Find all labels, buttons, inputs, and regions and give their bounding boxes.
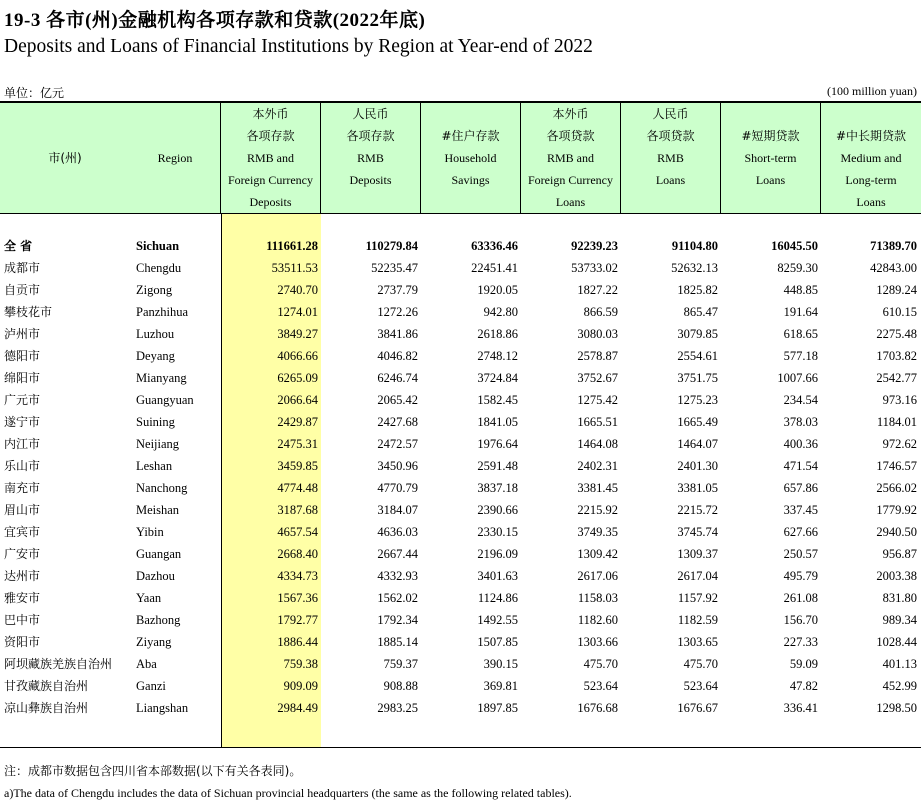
cell-value: 191.64 [783,305,818,319]
table-row [0,697,921,719]
cell-value: 1779.92 [876,503,917,517]
cell-value: 8259.30 [777,261,818,275]
header-col2-line: 人民币 [352,107,389,121]
cell-value: 1827.22 [577,283,618,297]
cell-region-en: Panzhihua [136,305,189,319]
cell-city-cn: 绵阳市 [4,371,41,385]
cell-value: 1303.65 [677,635,718,649]
cell-value: 1746.57 [876,459,917,473]
cell-region-en: Luzhou [136,327,175,341]
cell-value: 2427.68 [377,415,418,429]
cell-city-cn: 南充市 [4,481,41,495]
table-row [0,521,921,543]
cell-value: 3724.84 [477,371,518,385]
table-row [0,367,921,389]
cell-value: 1464.08 [577,437,618,451]
cell-value: 475.70 [583,657,618,671]
table-row [0,301,921,323]
cell-value: 1792.34 [377,613,418,627]
cell-value: 1289.24 [876,283,917,297]
cell-value: 2578.87 [577,349,618,363]
cell-value: 3187.68 [277,503,318,517]
header-city-label: 市(州) [48,151,82,165]
cell-value: 2566.02 [876,481,917,495]
cell-region-en: Liangshan [136,701,189,715]
cell-value: 1182.59 [677,613,718,627]
header-col7-line: Medium and [840,151,902,165]
cell-value: 865.47 [683,305,718,319]
table-row [0,389,921,411]
header-col1-line: 各项存款 [246,129,295,143]
cell-value: 2215.72 [677,503,718,517]
cell-value: 523.64 [683,679,718,693]
cell-value: 261.08 [783,591,818,605]
cell-value: 3849.27 [277,327,318,341]
cell-value: 2275.48 [876,327,917,341]
header-col1-line: RMB and [246,151,294,165]
cell-value: 1886.44 [277,635,318,649]
cell-value: 2402.31 [577,459,618,473]
cell-value: 2617.06 [577,569,618,583]
cell-value: 1841.05 [477,415,518,429]
cell-value: 4332.93 [377,569,418,583]
header-col-3 [421,103,520,213]
cell-value: 1007.66 [777,371,818,385]
cell-city-cn: 乐山市 [4,459,41,473]
table-row [0,609,921,631]
cell-city-cn: 广安市 [4,547,41,561]
table-row [0,587,921,609]
cell-value: 523.64 [583,679,618,693]
footnote-en: a)The data of Chengdu includes the data of Sichuan provincial headquarters (the same as the following related tables). [4,786,572,800]
cell-value: 1665.51 [577,415,618,429]
cell-value: 92239.23 [571,239,618,253]
cell-value: 2066.64 [277,393,318,407]
cell-region-en: Guangan [136,547,182,561]
cell-value: 577.18 [783,349,818,363]
cell-city-cn: 资阳市 [4,635,41,649]
table-row [0,565,921,587]
table-row [0,675,921,697]
cell-value: 1703.82 [876,349,917,363]
header-col1-line: Foreign Currency [228,173,313,187]
cell-region-en: Neijiang [136,437,180,451]
cell-value: 1464.07 [677,437,718,451]
cell-value: 973.16 [882,393,917,407]
cell-city-cn: 攀枝花市 [4,305,53,319]
header-col-4 [521,103,620,213]
cell-value: 2475.31 [277,437,318,451]
cell-city-cn: 内江市 [4,437,41,451]
header-region-label: Region [157,151,193,165]
cell-value: 4657.54 [277,525,318,539]
cell-value: 369.81 [483,679,518,693]
cell-value: 3184.07 [377,503,418,517]
cell-value: 1158.03 [577,591,618,605]
cell-value: 3381.05 [677,481,718,495]
header-col7-line: Long-term [845,173,897,187]
cell-value: 59.09 [789,657,818,671]
cell-value: 1274.01 [277,305,318,319]
footnote-cn: 注：成都市数据包含四川省本部数据(以下有关各表同)。 [4,764,302,778]
cell-value: 866.59 [583,305,618,319]
cell-region-en: Leshan [136,459,173,473]
cell-value: 3837.18 [477,481,518,495]
cell-value: 610.15 [882,305,917,319]
cell-value: 1676.67 [677,701,718,715]
cell-value: 1567.36 [277,591,318,605]
cell-value: 471.54 [783,459,818,473]
cell-value: 657.86 [783,481,818,495]
table-row [0,477,921,499]
header-col6-line: Loans [755,173,786,187]
cell-city-cn: 巴中市 [4,613,41,627]
cell-value: 71389.70 [870,239,917,253]
cell-value: 4066.66 [277,349,318,363]
cell-value: 110279.84 [365,239,418,253]
cell-value: 4770.79 [377,481,418,495]
table-row [0,631,921,653]
cell-value: 6246.74 [377,371,418,385]
cell-value: 4636.03 [377,525,418,539]
cell-value: 63336.46 [471,239,518,253]
cell-value: 2591.48 [477,459,518,473]
header-col2-line: RMB [357,151,384,165]
cell-value: 4046.82 [377,349,418,363]
cell-value: 2330.15 [477,525,518,539]
header-col6-line: #短期贷款 [741,129,800,143]
cell-value: 2748.12 [477,349,518,363]
page-title-en: Deposits and Loans of Financial Institutions by Region at Year-end of 2022 [4,36,593,57]
cell-city-cn: 德阳市 [4,349,41,363]
cell-value: 956.87 [882,547,917,561]
cell-value: 2667.44 [377,547,418,561]
table-row [0,455,921,477]
unit-label-en: (100 million yuan) [827,84,917,98]
cell-value: 2429.87 [277,415,318,429]
cell-value: 2983.25 [377,701,418,715]
header-col4-line: Loans [555,195,586,209]
cell-value: 53511.53 [271,261,318,275]
cell-city-cn: 宜宾市 [4,525,41,539]
cell-value: 91104.80 [671,239,718,253]
cell-value: 908.88 [383,679,418,693]
header-city [0,103,130,213]
cell-value: 2740.70 [277,283,318,297]
cell-value: 972.62 [882,437,917,451]
cell-value: 1182.60 [577,613,618,627]
table-row [0,543,921,565]
cell-value: 3450.96 [377,459,418,473]
cell-value: 2617.04 [677,569,718,583]
cell-value: 111661.28 [266,239,318,253]
cell-value: 4334.73 [277,569,318,583]
cell-value: 909.09 [283,679,318,693]
cell-value: 4774.48 [277,481,318,495]
cell-value: 2390.66 [477,503,518,517]
unit-label-cn: 单位：亿元 [4,86,65,100]
cell-value: 1157.92 [677,591,718,605]
header-col7-line: #中长期贷款 [835,129,907,143]
table-row [0,411,921,433]
cell-region-en: Yaan [136,591,162,605]
cell-value: 3381.45 [577,481,618,495]
cell-value: 336.41 [783,701,818,715]
cell-city-cn: 眉山市 [4,503,41,517]
header-col-7 [821,103,921,213]
cell-value: 2542.77 [876,371,917,385]
cell-value: 2215.92 [577,503,618,517]
table-row [0,235,921,257]
cell-value: 47.82 [789,679,818,693]
cell-value: 52632.13 [671,261,718,275]
cell-value: 3745.74 [677,525,718,539]
cell-value: 52235.47 [371,261,418,275]
cell-value: 1309.42 [577,547,618,561]
cell-value: 627.66 [783,525,818,539]
header-col5-line: Loans [655,173,686,187]
cell-value: 1897.85 [477,701,518,715]
cell-value: 495.79 [783,569,818,583]
cell-value: 401.13 [882,657,917,671]
cell-value: 6265.09 [277,371,318,385]
cell-value: 2554.61 [677,349,718,363]
header-col3-line: Household [444,151,497,165]
cell-value: 1309.37 [677,547,718,561]
cell-region-en: Ganzi [136,679,166,693]
cell-city-cn: 凉山彝族自治州 [4,701,89,715]
header-col5-line: RMB [657,151,684,165]
cell-value: 337.45 [783,503,818,517]
header-col2-line: Deposits [349,173,392,187]
cell-value: 378.03 [783,415,818,429]
cell-value: 1184.01 [876,415,917,429]
cell-city-cn: 自贡市 [4,283,41,297]
cell-value: 3752.67 [577,371,618,385]
cell-value: 2401.30 [677,459,718,473]
header-col1-line: Deposits [249,195,292,209]
table-row [0,499,921,521]
table-row [0,345,921,367]
cell-city-cn: 雅安市 [4,591,41,605]
header-col-1 [221,103,320,213]
cell-region-en: Bazhong [136,613,181,627]
cell-city-cn: 遂宁市 [4,415,41,429]
header-region [130,103,220,213]
cell-city-cn: 阿坝藏族羌族自治州 [4,657,113,671]
cell-value: 942.80 [483,305,518,319]
header-col-6 [721,103,820,213]
header-col2-line: 各项存款 [346,129,395,143]
header-col7-line: Loans [856,195,886,209]
cell-value: 2196.09 [477,547,518,561]
cell-value: 390.15 [483,657,518,671]
cell-region-en: Suining [136,415,175,429]
cell-value: 2003.38 [876,569,917,583]
cell-region-en: Mianyang [136,371,187,385]
cell-value: 2472.57 [377,437,418,451]
header-col4-line: 各项贷款 [546,129,595,143]
cell-region-en: Sichuan [136,239,180,253]
cell-value: 3841.86 [377,327,418,341]
cell-value: 1665.49 [677,415,718,429]
cell-city-cn: 成都市 [4,261,41,275]
cell-value: 1124.86 [477,591,518,605]
header-bottom-rule [0,213,921,214]
cell-value: 156.70 [783,613,818,627]
cell-value: 759.38 [283,657,318,671]
cell-region-en: Zigong [136,283,173,297]
cell-value: 400.36 [783,437,818,451]
cell-value: 16045.50 [771,239,818,253]
cell-value: 227.33 [783,635,818,649]
cell-value: 1275.23 [677,393,718,407]
cell-value: 1676.68 [577,701,618,715]
header-col3-line: #住户存款 [441,129,500,143]
cell-value: 2984.49 [277,701,318,715]
cell-value: 2065.42 [377,393,418,407]
cell-value: 1028.44 [876,635,917,649]
cell-region-en: Nanchong [136,481,188,495]
cell-value: 3751.75 [677,371,718,385]
header-col-5 [621,103,720,213]
cell-value: 1492.55 [477,613,518,627]
cell-value: 234.54 [783,393,818,407]
table-row [0,433,921,455]
cell-value: 618.65 [783,327,818,341]
cell-region-en: Yibin [136,525,164,539]
cell-value: 1562.02 [377,591,418,605]
cell-city-cn: 甘孜藏族自治州 [4,679,89,693]
cell-value: 42843.00 [870,261,917,275]
table-header [0,103,921,213]
cell-value: 3080.03 [577,327,618,341]
cell-value: 53733.02 [571,261,618,275]
header-col4-line: RMB and [546,151,594,165]
cell-value: 3079.85 [677,327,718,341]
cell-value: 448.85 [783,283,818,297]
cell-value: 1792.77 [277,613,318,627]
cell-value: 2737.79 [377,283,418,297]
cell-city-cn: 广元市 [4,393,41,407]
cell-value: 1298.50 [876,701,917,715]
cell-value: 759.37 [383,657,418,671]
table-row [0,653,921,675]
table-bottom-rule [0,747,921,748]
header-col6-line: Short-term [744,151,797,165]
cell-region-en: Guangyuan [136,393,194,407]
header-col3-line: Savings [451,173,490,187]
cell-city-cn: 全 省 [4,239,33,253]
cell-city-cn: 达州市 [4,569,41,583]
cell-value: 2940.50 [876,525,917,539]
cell-value: 1275.42 [577,393,618,407]
cell-region-en: Ziyang [136,635,172,649]
cell-city-cn: 泸州市 [4,327,41,341]
cell-value: 989.34 [882,613,917,627]
cell-value: 1272.26 [377,305,418,319]
header-col-2 [321,103,420,213]
cell-region-en: Aba [136,657,157,671]
header-col4-line: 本外币 [552,107,589,121]
cell-value: 2618.86 [477,327,518,341]
cell-value: 1920.05 [477,283,518,297]
cell-value: 1825.82 [677,283,718,297]
cell-region-en: Dazhou [136,569,175,583]
cell-value: 250.57 [783,547,818,561]
cell-region-en: Chengdu [136,261,182,275]
header-col4-line: Foreign Currency [528,173,613,187]
cell-region-en: Meishan [136,503,180,517]
cell-value: 1582.45 [477,393,518,407]
page-title-cn: 19-3 各市(州)金融机构各项存款和贷款(2022年底) [4,10,426,31]
cell-value: 1976.64 [477,437,518,451]
cell-value: 1885.14 [377,635,418,649]
table-row [0,323,921,345]
header-col5-line: 人民币 [652,107,689,121]
cell-value: 2668.40 [277,547,318,561]
cell-value: 3401.63 [477,569,518,583]
header-col1-line: 本外币 [252,107,289,121]
cell-value: 475.70 [683,657,718,671]
cell-value: 1507.85 [477,635,518,649]
header-col5-line: 各项贷款 [646,129,695,143]
cell-region-en: Deyang [136,349,175,363]
cell-value: 3459.85 [277,459,318,473]
table-row [0,257,921,279]
cell-value: 1303.66 [577,635,618,649]
table-row [0,279,921,301]
cell-value: 831.80 [882,591,917,605]
cell-value: 3749.35 [577,525,618,539]
cell-value: 452.99 [882,679,917,693]
cell-value: 22451.41 [471,261,518,275]
